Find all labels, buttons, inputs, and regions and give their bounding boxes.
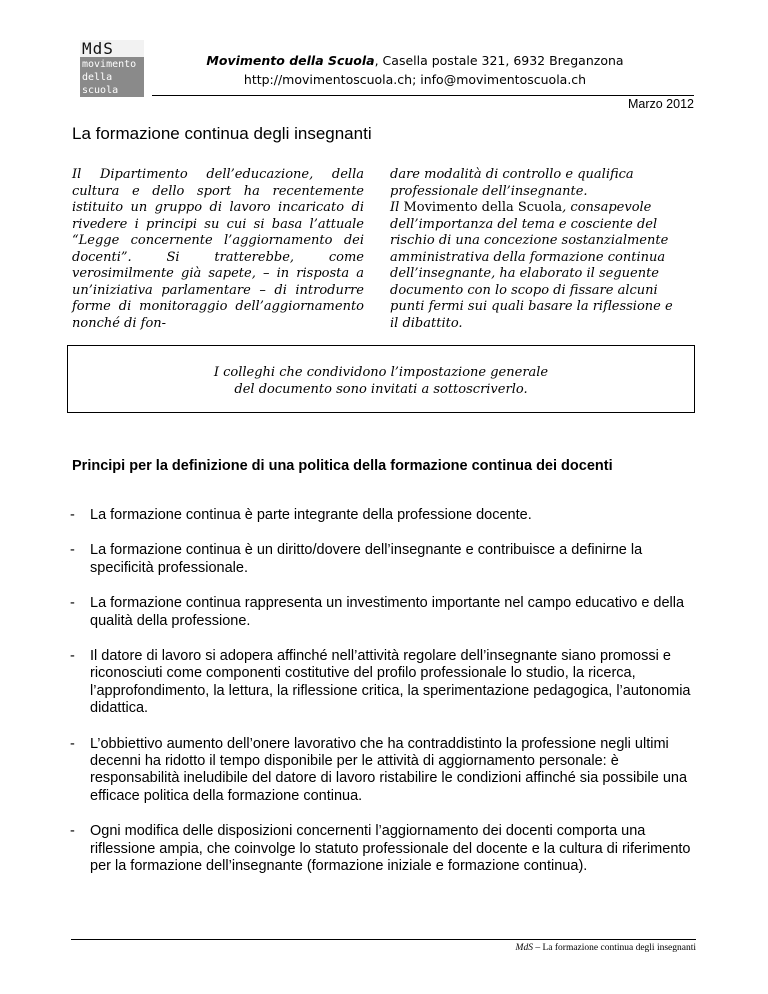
header-contacts[interactable]: http://movimentoscuola.ch; info@movimentoscuola.ch bbox=[243, 72, 587, 87]
footer-abbrev: MdS bbox=[515, 943, 533, 953]
logo-abbrev: MdS bbox=[80, 40, 144, 57]
callout-line-2: del documento sono invitati a sottoscriverlo. bbox=[234, 382, 528, 397]
intro-right-column bbox=[390, 167, 682, 332]
intro-p2-post: , consapevole dell’importanza del tema e cosciente del rischio di una concezione sostanzialmente amministrativa della formazione continua dell’insegnante, ha elaborato il seguente documento con lo scopo di fissare alcuni punti fermi sui quali basare la riflessione e il dibattito. bbox=[390, 200, 673, 331]
list-item bbox=[70, 648, 700, 718]
logo-word: movimento bbox=[82, 59, 137, 70]
header-rule bbox=[152, 95, 694, 96]
footer-rule bbox=[71, 939, 696, 940]
list-item bbox=[70, 507, 700, 524]
bullet-dash: - bbox=[70, 507, 75, 523]
document-title: La formazione continua degli insegnanti bbox=[72, 124, 372, 143]
intro-paragraph-continued: dare modalità di controllo e qualifica professionale dell’insegnante. bbox=[390, 167, 634, 199]
intro-p2-pre: Il bbox=[390, 200, 404, 215]
bullet-dash: - bbox=[70, 735, 75, 752]
document-date: Marzo 2012 bbox=[627, 97, 694, 111]
logo-word: della bbox=[82, 72, 113, 83]
list-item bbox=[70, 595, 700, 630]
page-footer bbox=[516, 943, 696, 953]
bullet-dash: - bbox=[70, 595, 75, 612]
intro-left-column bbox=[72, 167, 364, 332]
header-address-line bbox=[150, 53, 680, 68]
list-item bbox=[70, 542, 700, 577]
bullet-dash: - bbox=[70, 648, 75, 665]
logo bbox=[80, 40, 144, 97]
bullet-dash: - bbox=[70, 542, 75, 559]
header-org-name: Movimento della Scuola bbox=[206, 53, 375, 68]
logo-words bbox=[82, 58, 136, 97]
callout-box bbox=[67, 345, 695, 413]
principle-text: Ogni modifica delle disposizioni concernenti l’aggiornamento dei docenti comporta una riflessione ampia, che coinvolge lo statuto professionale del docente e la cultura di riferimento per la formazione dell’insegnante (formazione iniziale e formazione continua). bbox=[90, 823, 691, 875]
principle-text: L’obbiettivo aumento dell’onere lavorativo che ha contraddistinto la professione negli ultimi decenni ha ridotto il tempo disponibile per le attività di aggiornamento personale: è responsabilità ineludibile del datore di lavoro ristabilire le condizioni affinché sia possibile una efficace politica della formazione continua. bbox=[90, 735, 688, 804]
principle-text: Il datore di lavoro si adopera affinché nell’attività regolare dell’insegnante siano promossi e riconosciuti come componenti costitutive del profilo professionale lo studio, la ricerca, l’approfondimento, la lettura, la riflessione critica, la sperimentazione pedagogica, l’autonomia didattica. bbox=[90, 648, 691, 717]
principle-text: La formazione continua è parte integrante della professione docente. bbox=[90, 507, 532, 523]
logo-word: scuola bbox=[82, 85, 119, 96]
intro-paragraph: Il Dipartimento dell’educazione, della cultura e dello sport ha recentemente istituito un gruppo di lavoro incaricato di rivedere i principi su cui si basa l’attuale “Legge concernente l’aggiornamento dei docenti”. Si tratterebbe, come verosimilmente già sapete, – in risposta a un’iniziativa parlamentare – di introdurre forme di monitoraggio dell’aggiornamento nonché di fon- bbox=[72, 167, 364, 331]
footer-text: – La formazione continua degli insegnanti bbox=[532, 943, 696, 953]
principles-list bbox=[70, 507, 700, 894]
bullet-dash: - bbox=[70, 823, 75, 840]
intro-paragraph-2 bbox=[390, 200, 682, 332]
list-item bbox=[70, 736, 700, 806]
header-address: , Casella postale 321, 6932 Breganzona bbox=[374, 53, 624, 68]
principle-text: La formazione continua rappresenta un investimento importante nel campo educativo e della qualità della professione. bbox=[90, 595, 685, 629]
callout-line-1: I colleghi che condividono l’impostazione generale bbox=[213, 365, 549, 380]
principle-text: La formazione continua è un diritto/dovere dell’insegnante e contribuisce a definirne la specificità professionale. bbox=[90, 542, 643, 576]
intro-org-name: Movimento della Scuola bbox=[403, 200, 563, 215]
list-item bbox=[70, 823, 700, 875]
section-heading: Principi per la definizione di una politica della formazione continua dei docenti bbox=[72, 458, 613, 474]
